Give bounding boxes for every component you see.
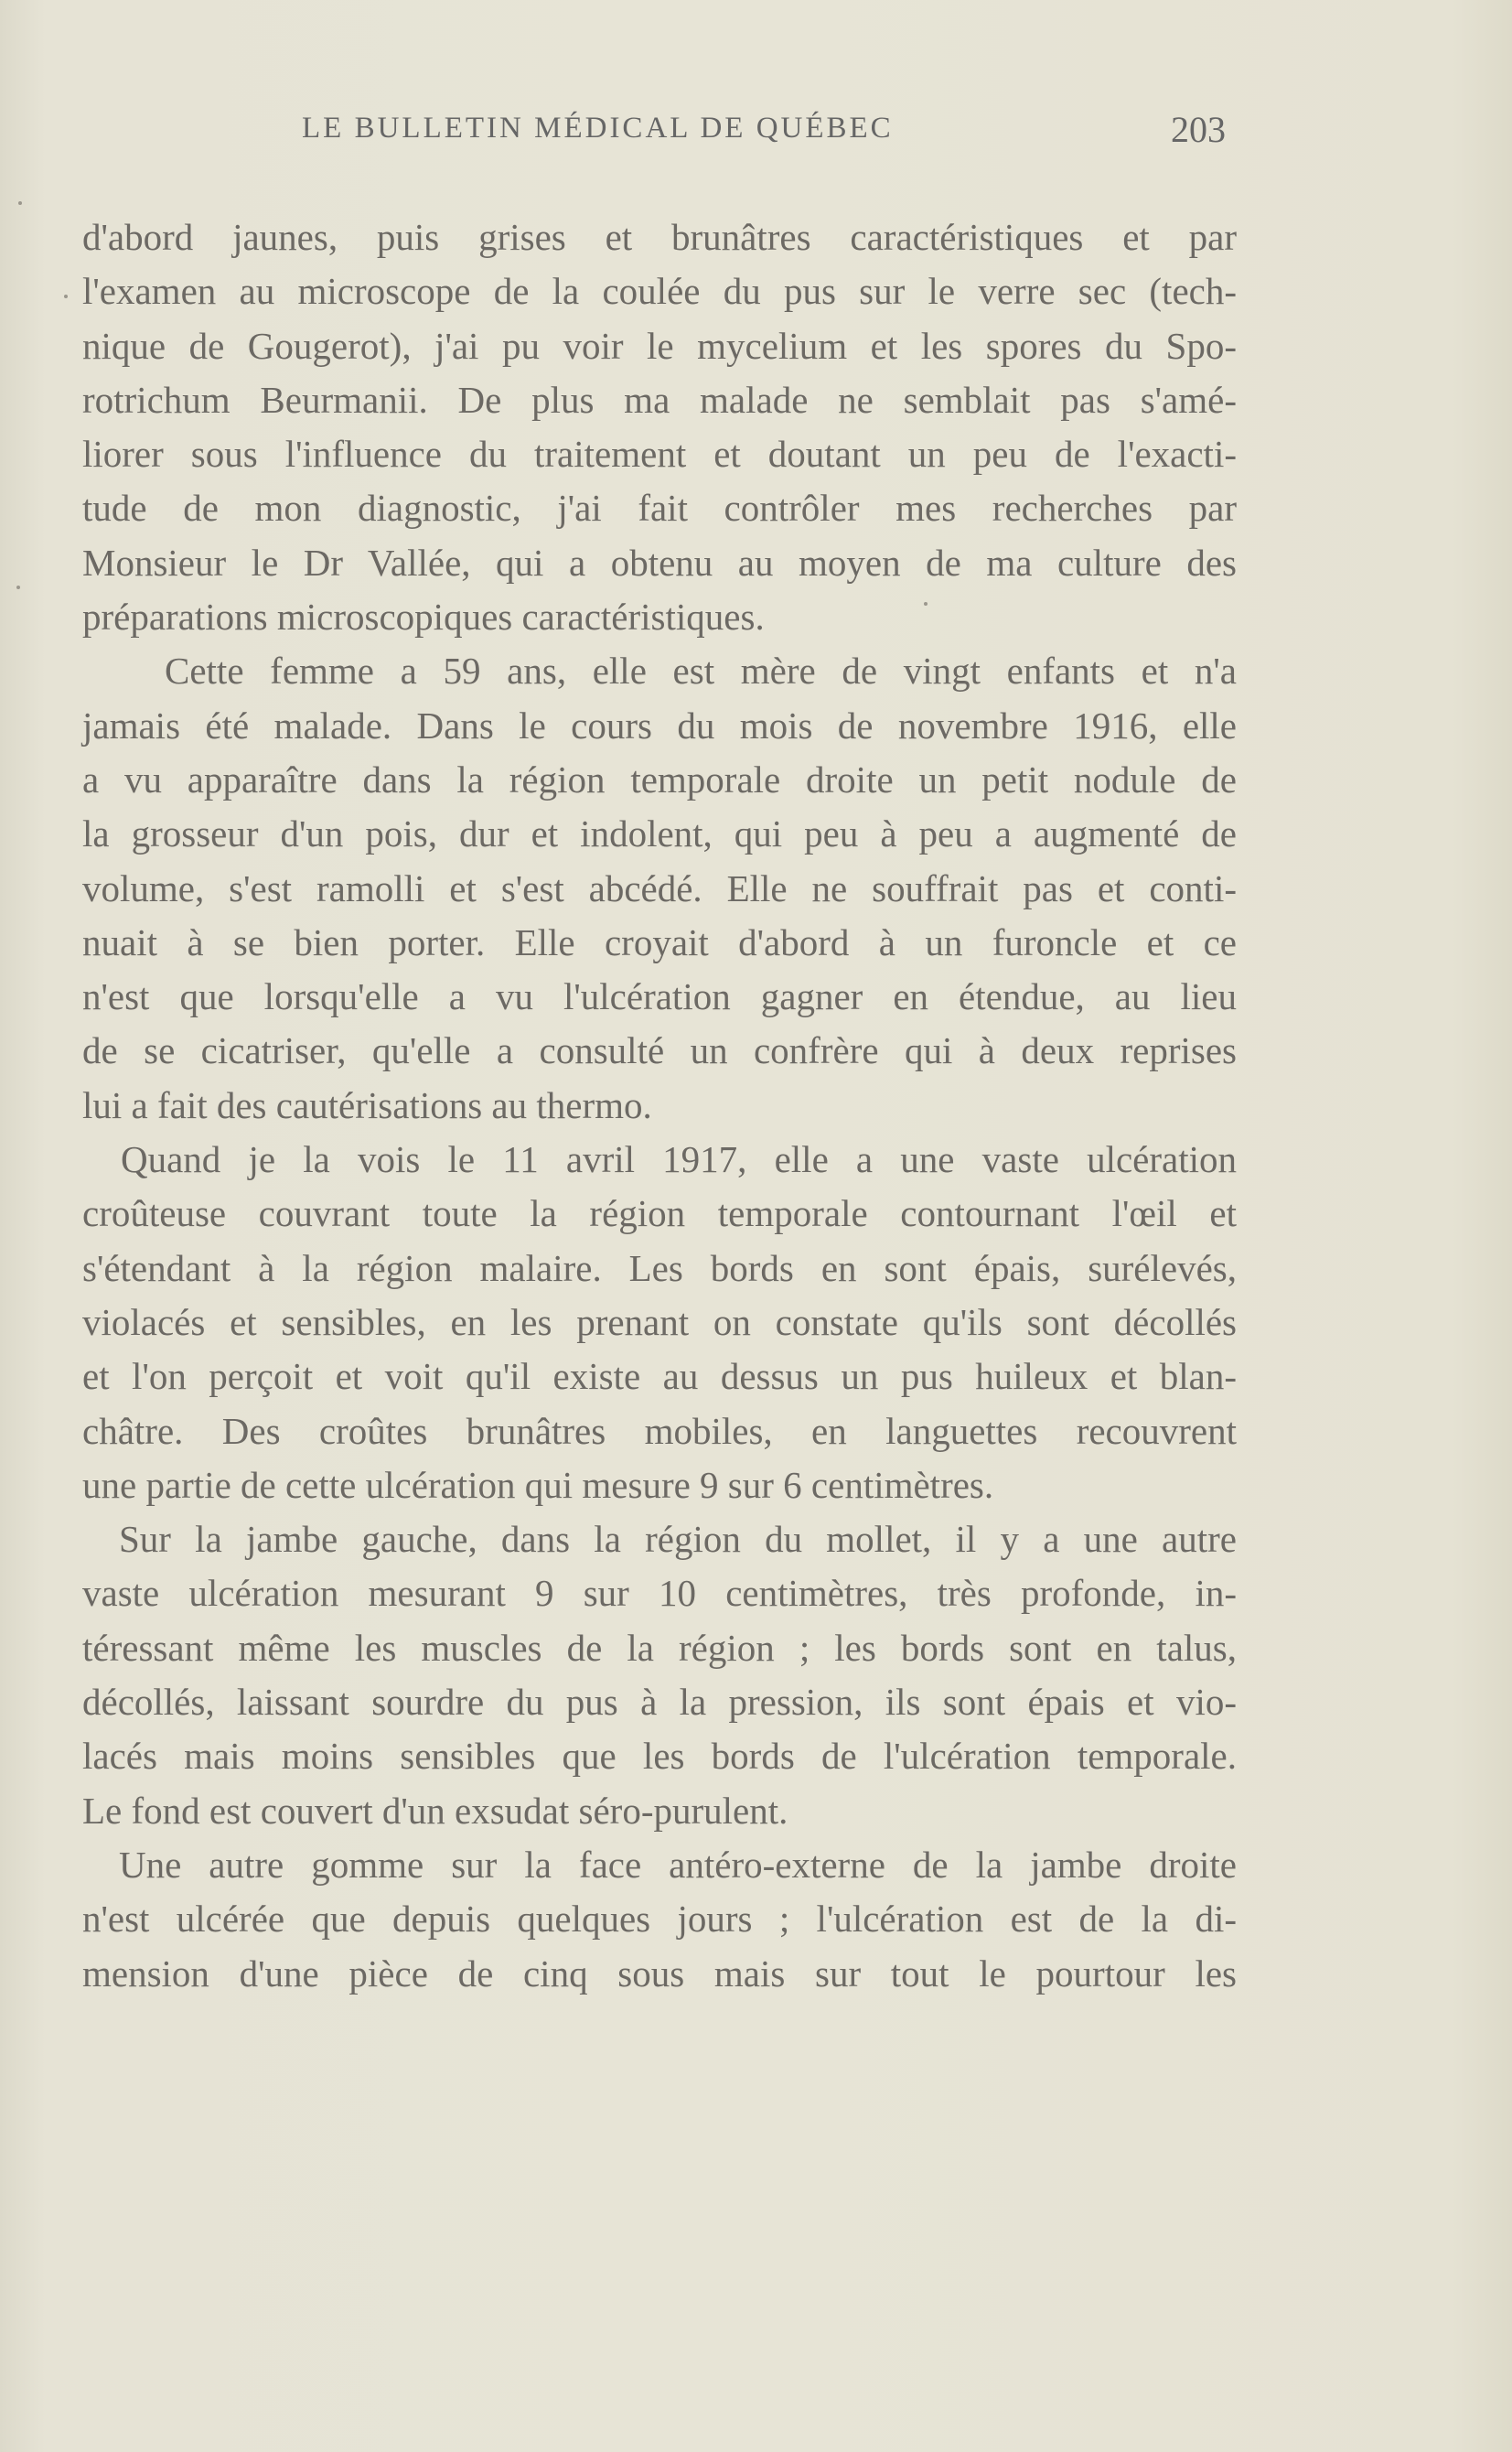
text-line: rotrichum Beurmanii. De plus ma malade ne semblait pas s'amé- (82, 378, 1237, 421)
text-line: s'étendant à la région malaire. Les bords en sont épais, surélevés, (82, 1246, 1237, 1289)
text-line: violacés et sensibles, en les prenant on constate qu'ils sont décollés (82, 1300, 1237, 1343)
paragraph-1 (82, 210, 1237, 644)
text-line: préparations microscopiques caractéristiques. (82, 596, 765, 639)
text-line: nuait à se bien porter. Elle croyait d'abord à un furoncle et ce (82, 920, 1237, 963)
text-line: d'abord jaunes, puis grises et brunâtres caractéristiques et par (82, 216, 1237, 258)
text-line: croûteuse couvrant toute la région temporale contournant l'œil et (82, 1192, 1237, 1235)
text-line: la grosseur d'un pois, dur et indolent, qui peu à peu a augmenté de (82, 812, 1237, 855)
running-head (82, 109, 1237, 150)
text-line: tude de mon diagnostic, j'ai fait contrôler mes recherches par (82, 487, 1237, 530)
paper-speck (64, 295, 68, 298)
paragraph-4 (82, 1512, 1237, 1838)
text-line: n'est que lorsqu'elle a vu l'ulcération gagner en étendue, au lieu (82, 975, 1237, 1018)
paper-speck (924, 602, 928, 606)
text-line: téressant même les muscles de la région ; les bords sont en talus, (82, 1626, 1237, 1669)
text-line: a vu apparaître dans la région temporale droite un petit nodule de (82, 758, 1237, 801)
text-line: Quand je la vois le 11 avril 1917, elle a une vaste ulcération (121, 1138, 1237, 1181)
text-line: volume, s'est ramolli et s'est abcédé. Elle ne souffrait pas et conti- (82, 866, 1237, 909)
paragraph-2 (82, 644, 1237, 1133)
text-line: Cette femme a 59 ans, elle est mère de vingt enfants et n'a (165, 650, 1237, 693)
text-line: Une autre gomme sur la face antéro-externe de la jambe droite (119, 1843, 1237, 1886)
text-line: une partie de cette ulcération qui mesure 9 sur 6 centimètres. (82, 1463, 994, 1506)
paper-speck (16, 586, 20, 589)
text-line: Sur la jambe gauche, dans la région du mollet, il y a une autre (119, 1518, 1237, 1561)
text-line: lacés mais moins sensibles que les bords de l'ulcération temporale. (82, 1735, 1237, 1778)
text-line: Monsieur le Dr Vallée, qui a obtenu au moyen de ma culture des (82, 541, 1237, 584)
text-line: n'est ulcérée que depuis quelques jours ; l'ulcération est de la di- (82, 1898, 1237, 1941)
text-line: mension d'une pièce de cinq sous mais sur tout le pourtour les (82, 1952, 1237, 1995)
text-line: et l'on perçoit et voit qu'il existe au dessus un pus huileux et blan- (82, 1355, 1237, 1398)
text-line: liorer sous l'influence du traitement et doutant un peu de l'exacti- (82, 433, 1237, 476)
paragraph-5 (82, 1838, 1237, 2001)
text-line: de se cicatriser, qu'elle a consulté un confrère qui à deux reprises (82, 1029, 1237, 1072)
page-number: 203 (1171, 109, 1226, 150)
text-line: décollés, laissant sourdre du pus à la pression, ils sont épais et vio- (82, 1681, 1237, 1724)
text-line: châtre. Des croûtes brunâtres mobiles, en languettes recouvrent (82, 1409, 1237, 1452)
paragraph-3 (82, 1133, 1237, 1512)
text-line: jamais été malade. Dans le cours du mois de novembre 1916, elle (82, 704, 1237, 747)
text-line: vaste ulcération mesurant 9 sur 10 centimètres, très profonde, in- (82, 1572, 1237, 1615)
text-line: Le fond est couvert d'un exsudat séro-purulent. (82, 1789, 788, 1832)
paper-speck (18, 201, 22, 205)
text-line: l'examen au microscope de la coulée du pus sur le verre sec (tech- (82, 270, 1237, 313)
body-text (82, 210, 1237, 2001)
text-line: lui a fait des cautérisations au thermo. (82, 1083, 652, 1126)
running-title: LE BULLETIN MÉDICAL DE QUÉBEC (302, 112, 894, 145)
text-line: nique de Gougerot), j'ai pu voir le mycelium et les spores du Spo- (82, 324, 1237, 367)
